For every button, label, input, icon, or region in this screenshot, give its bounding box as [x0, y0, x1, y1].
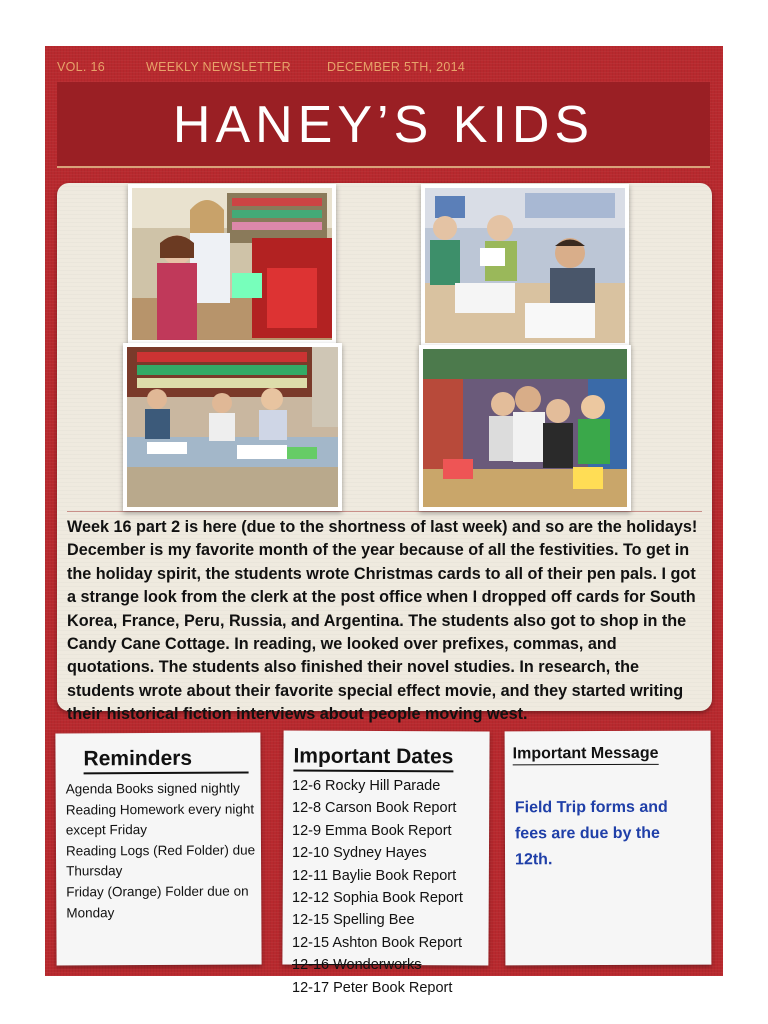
newsletter-title: HANEY’S KIDS	[172, 96, 595, 154]
message-title: Important Message	[513, 745, 659, 766]
date-item: 12-11 Baylie Book Report	[292, 867, 457, 884]
reminders-card	[55, 732, 261, 965]
date-item: 12-8 Carson Book Report	[292, 800, 457, 817]
title-banner	[57, 82, 710, 168]
date-item: 12-17 Peter Book Report	[292, 979, 453, 996]
reminder-item: Reading Logs (Red Folder) due Thursday	[65, 842, 256, 879]
date-item: 12-15 Spelling Bee	[292, 912, 415, 929]
reminders-list	[66, 778, 267, 923]
volume-label: VOL. 16	[57, 60, 105, 74]
message-body: Field Trip forms and fees are due by the 12th.	[514, 798, 668, 869]
date-item: 12-15 Ashton Book Report	[292, 934, 463, 951]
newsletter-label: WEEKLY NEWSLETTER	[146, 60, 291, 74]
reminder-item: Agenda Books signed nightly	[65, 780, 240, 797]
important-message-card	[505, 731, 712, 966]
photo-writing-cards	[421, 184, 629, 347]
date-item: 12-9 Emma Book Report	[292, 822, 452, 839]
photo-students-shopping	[419, 345, 631, 511]
dates-title: Important Dates	[293, 745, 453, 773]
dates-list	[292, 775, 492, 999]
issue-date: DECEMBER 5TH, 2014	[327, 60, 466, 74]
date-item: 12-10 Sydney Hayes	[292, 845, 427, 862]
date-item: 12-12 Sophia Book Report	[292, 890, 463, 907]
photo-candy-cane-cottage	[128, 184, 336, 344]
date-item: 12-6 Rocky Hill Parade	[292, 778, 441, 794]
reminder-item: Reading Homework every night except Friday	[65, 801, 255, 838]
panel-divider	[67, 511, 702, 512]
photo-classroom-cards	[123, 343, 342, 511]
date-item: 12-16 Wonderworks	[292, 957, 422, 974]
header-bar	[57, 60, 697, 76]
reminders-title: Reminders	[83, 747, 248, 775]
reminder-item: Friday (Orange) Folder due on Monday	[66, 883, 249, 921]
story-text: Week 16 part 2 is here (due to the shortness of last week) and so are the holidays! December is my favorite month of the year because of all the festivities. To get in the holiday spirit, the students wrote Christmas cards to all of their pen pals. I got a strange look from the clerk at the post office when I dropped off cards for South Korea, France, Peru, Russia, and Argentina. The students also got to shop in the Candy Cane Cottage. In reading, we looked over prefixes, commas, and quotations. The students also finished their novel studies. In research, the students wrote about their favorite special effect movie, and they started writing their historical fiction interviews about people moving west.	[67, 518, 698, 724]
